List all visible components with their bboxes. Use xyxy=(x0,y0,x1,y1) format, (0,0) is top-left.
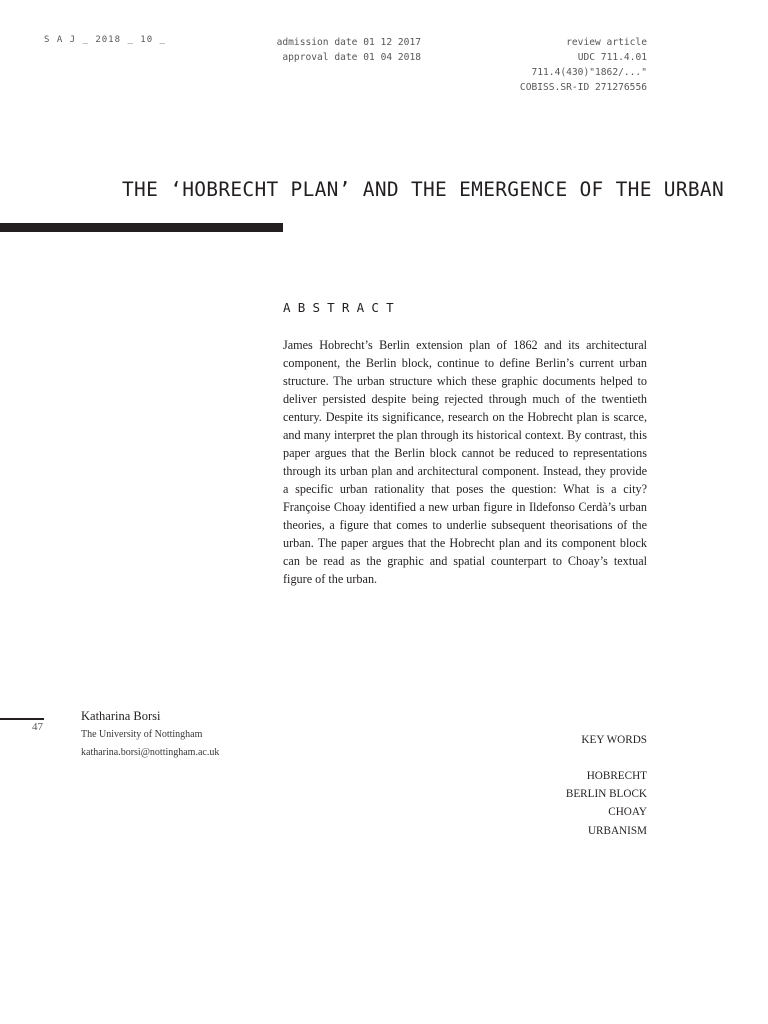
article-title: THE ‘HOBRECHT PLAN’ AND THE EMERGENCE OF THE URBAN xyxy=(122,178,724,201)
author-affiliation: The University of Nottingham xyxy=(81,729,203,740)
title-rule xyxy=(0,223,283,232)
submission-dates xyxy=(200,35,421,65)
udc-code: UDC 711.4.01 xyxy=(577,52,647,63)
keywords xyxy=(480,731,647,840)
author-email[interactable]: katharina.borsi@nottingham.ac.uk xyxy=(81,747,220,758)
page-number-rule xyxy=(0,718,44,720)
keyword-item: URBANISM xyxy=(587,824,647,837)
keyword-item: BERLIN BLOCK xyxy=(565,788,647,801)
journal-reference: S A J _ 2018 _ 10 _ xyxy=(44,35,166,45)
keyword-item: CHOAY xyxy=(608,806,647,819)
keywords-heading: KEY WORDS xyxy=(581,734,647,746)
udc-code-secondary: 711.4(430)"1862/..." xyxy=(531,67,647,78)
approval-date: approval date 01 04 2018 xyxy=(282,52,421,63)
admission-date: admission date 01 12 2017 xyxy=(276,37,421,48)
keyword-item: HOBRECHT xyxy=(586,770,647,782)
author-name: Katharina Borsi xyxy=(81,709,161,723)
article-classification xyxy=(440,35,647,95)
cobiss-id: COBISS.SR-ID 271276556 xyxy=(519,82,647,93)
page-number: 47 xyxy=(32,721,43,733)
abstract-text: James Hobrecht’s Berlin extension plan of 1862 and its architectural component, the Berlin block, continue to define Berlin’s current urban structure. The urban structure which these graphic documents helped to deliver persisted despite being rejected through much of the twentieth century. Despite its significance, research on the Hobrecht plan is scarce, and many interpret the plan through its historical context. By contrast, this paper argues that the Berlin block cannot be reduced to representations through its urban plan and architectural component. Instead, they provide a specific urban rationality that poses the question: What is a city? Françoise Choay identified a new urban figure in Ildefonso Cerdà’s urban theories, a figure that comes to underlie subsequent theorisations of the urban. The paper argues that the Hobrecht plan and its component block can be read as the graphic and spatial counterpart to Choay’s textual figure of the urban. xyxy=(283,338,647,586)
abstract-heading: ABSTRACT xyxy=(283,300,401,315)
article-type: review article xyxy=(566,37,647,48)
